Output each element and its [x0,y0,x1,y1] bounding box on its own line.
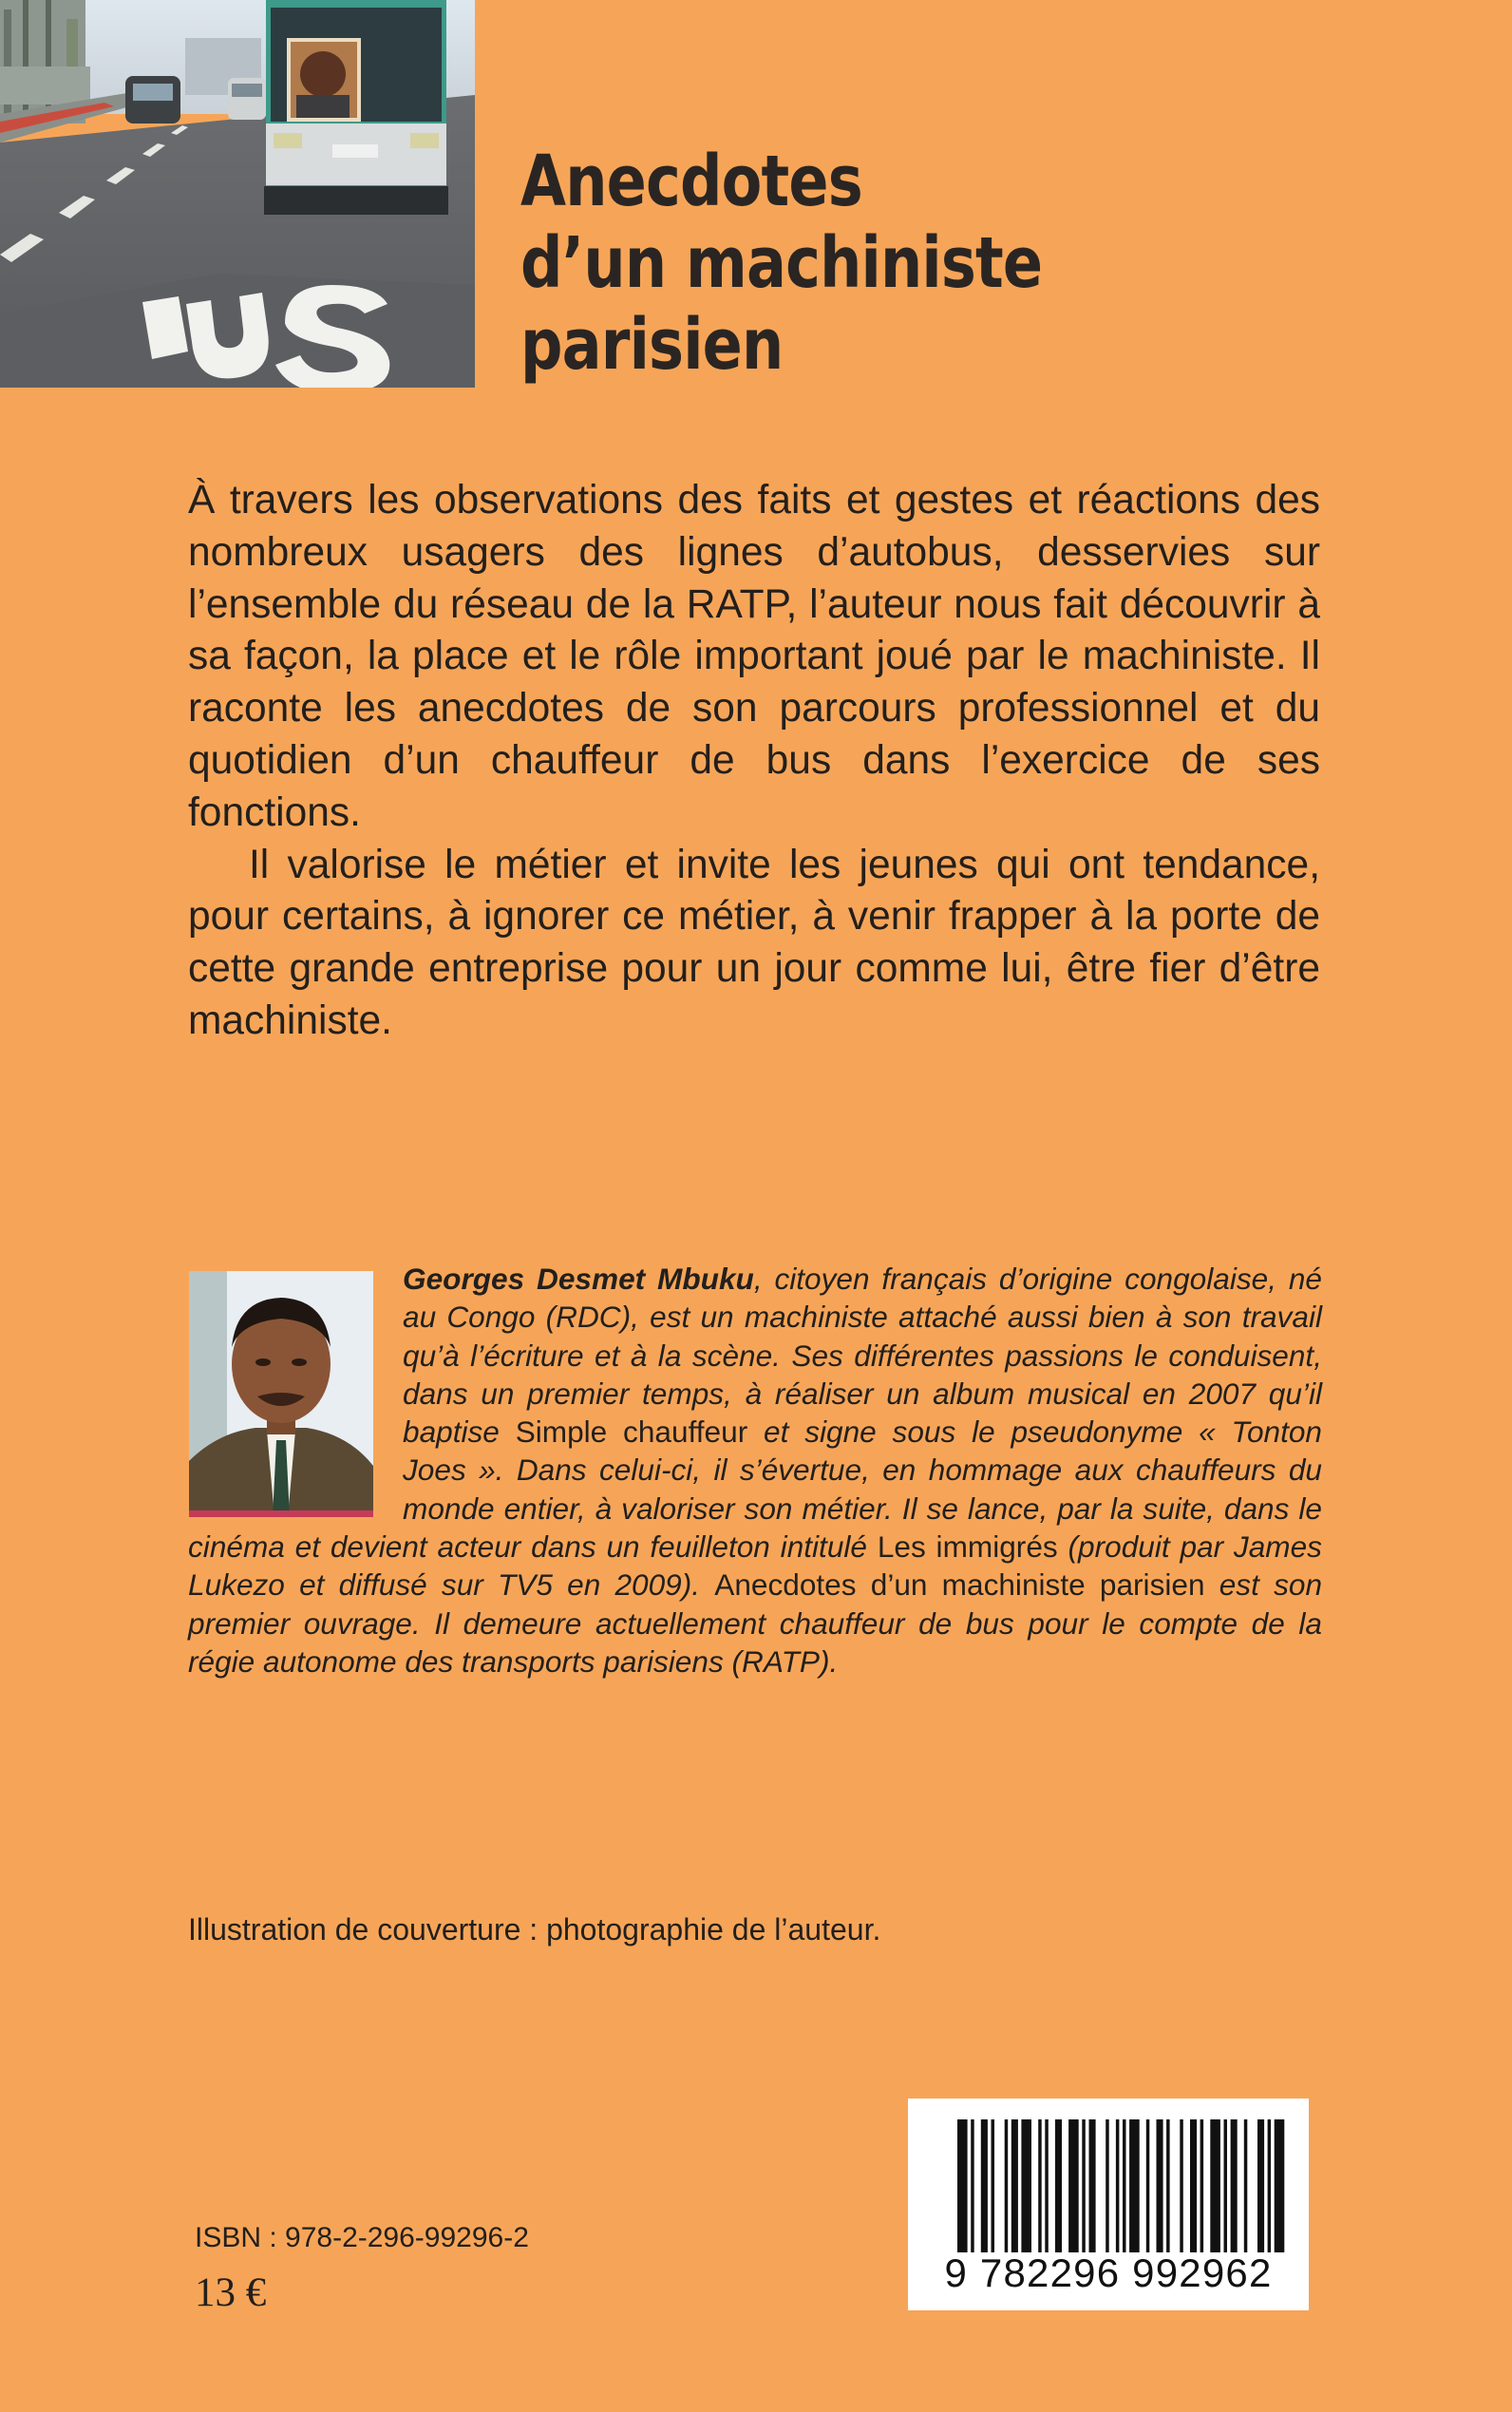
bio-text-c: (produit par James Lukezo et diffusé sur TV5 en 2009). [188,1529,1322,1603]
barcode-bar [1021,2119,1031,2252]
barcode-bar [1210,2119,1220,2252]
barcode-bar [981,2119,988,2252]
blurb-paragraph-1: À travers les observations des faits et gestes et réactions des nombreux usagers des lignes d’autobus, desservies sur l’ensemble du réseau de la RATP, l’auteur nous fait découvrir à sa façon, la place et le rôle important joué par le machiniste. Il raconte les anecdotes de son parcours professionnel et du quotidien d’un chauffeur de bus dans l’exercice de ses fonctions. [188,478,1320,835]
barcode-bar [971,2119,973,2252]
bio-book-title: Anecdotes d’un machiniste parisien [714,1567,1205,1603]
book-title [520,141,1126,386]
barcode-bar [1005,2119,1009,2252]
barcode-bar [1166,2119,1170,2252]
barcode-bar [1045,2119,1049,2252]
barcode-bar [1011,2119,1018,2252]
barcode-bar [1082,2119,1086,2252]
barcode-bar [1224,2119,1228,2252]
blurb [188,475,1320,1048]
barcode [908,2099,1309,2310]
title-line-3: parisien [520,304,784,386]
isbn: ISBN : 978-2-296-99296-2 [195,2222,529,2253]
title-line-2: d’un machiniste [520,222,1043,304]
bio-text-a: , citoyen français d’origine congolaise, né au Congo (RDC), est un machiniste attaché aussi bien à son travail qu’à l’écriture et à la scène. Ses différentes passions le conduisent, dans un premier temps, à réaliser un album musical en 2007 qu’il baptise [403,1262,1322,1450]
barcode-bar [1038,2119,1042,2252]
bus-lane-photo [0,0,475,388]
barcode-bar [1231,2119,1238,2252]
barcode-bar [1157,2119,1163,2252]
barcode-bar [992,2119,995,2252]
barcode-bar [1089,2119,1096,2252]
album-title: Simple chauffeur [515,1415,748,1450]
series-title: Les immigrés [877,1529,1058,1565]
barcode-bar [1106,2119,1109,2252]
barcode-bar [1190,2119,1197,2252]
barcode-bar [1200,2119,1204,2252]
author-name: Georges Desmet Mbuku [403,1262,754,1296]
title-line-1: Anecdotes [520,141,862,222]
barcode-bar [1129,2119,1140,2252]
author-biography [188,1260,1322,1681]
barcode-bar [1146,2119,1150,2252]
barcode-bar [1123,2119,1126,2252]
blurb-paragraph-2: Il valorise le métier et invite les jeunes qui ont tendance, pour certains, à ignorer ce métier, à venir frapper à la porte de cette grande entreprise pour un jour comme lui, être fier d’être machiniste. [188,842,1320,1043]
bio-text-b: et signe sous le pseudonyme « Tonton Joes ». Dans celui-ci, il s’évertue, en hommage aux chauffeurs du monde entier, à valoriser son métier. Il se lance, par la suite, dans le cinéma et devient acteur dans un feuilleton intitulé [188,1415,1323,1565]
portrait-wrap-spacer [188,1260,403,1522]
price: 13 € [195,2270,267,2315]
barcode-bar [1068,2119,1079,2252]
barcode-bar [1116,2119,1120,2252]
bio-text-d: est son premier ouvrage. Il demeure actuellement chauffeur de bus pour le compte de la régie autonome des transports parisiens (RATP). [188,1567,1323,1679]
barcode-digits: 9 782296 992962 [944,2251,1273,2295]
barcode-bar [1275,2119,1285,2252]
cover-credit: Illustration de couverture : photographie de l’auteur. [188,1912,881,1947]
barcode-bar [1180,2119,1183,2252]
barcode-bar [1055,2119,1062,2252]
barcode-bar [1257,2119,1264,2252]
barcode-bar [957,2119,968,2252]
barcode-bar [1244,2119,1248,2252]
barcode-bar [1268,2119,1272,2252]
